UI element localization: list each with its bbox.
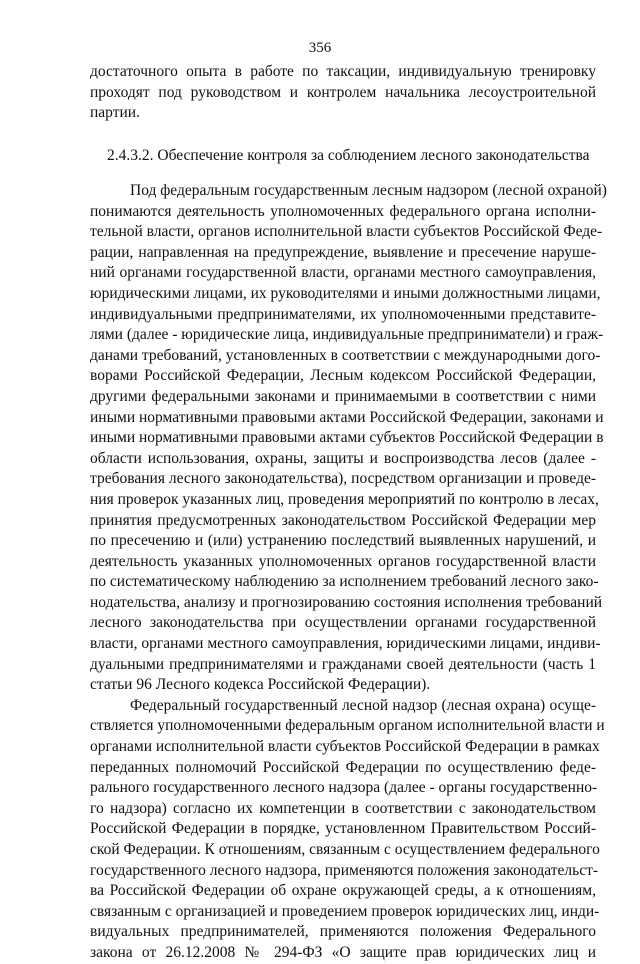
text-line: дуальными предпринимателями и гражданами своей деятельности (часть 1 [90,655,596,673]
text-line: деятельность указанных уполномоченных органов государственной власти [90,552,596,570]
text-line: ворами Российской Федерации, Лесным кодексом Российской Федерации, [90,367,596,385]
text-line: тельной власти, органов исполнительной власти субъектов Российской Феде- [90,223,603,241]
text-line: видуальных предпринимателей, применяются положения Федерального [90,923,596,941]
text-line: по пресечению и (или) устранению последствий выявленных нарушений, и [90,532,596,550]
text-line: ской Федерации. К отношениям, связанным с осуществлением федерального [90,841,600,858]
text-line: достаточного опыта в работе по таксации, индивидуальную тренировку [90,63,596,80]
text-line: Российской Федерации в порядке, установленном Правительством Россий- [90,820,596,838]
text-line: лями (далее - юридические лица, индивидуальные предприниматели) и граж- [90,326,604,344]
text-line: по систематическому наблюдению за исполнением требований лесного зако- [90,573,599,591]
text-line: понимаются деятельность уполномоченных федерального органа исполни- [90,202,596,220]
text-line: органами исполнительной власти субъектов Российской Федерации в рамках [90,738,600,756]
text-line: государственного лесного надзора, применяются положения законодательст- [90,861,599,879]
text-line: области использования, охраны, защиты и воспроизводства лесов (далее - [90,449,596,467]
text-line: ва Российской Федерации об охране окружающей среды, а к отношениям, [90,882,596,900]
text-line: го надзора) согласно их компетенции в соответствии с законодательством [90,799,596,817]
page-number: 356 [308,40,332,56]
text-line: Федеральный государственный лесной надзор (лесная охрана) осуще- [130,696,596,714]
text-line: закона от 26.12.2008 № 294-ФЗ «О защите прав юридических лиц и [90,943,596,961]
text-line: ний органами государственной власти, органами местного самоуправления, [90,264,596,282]
paragraph-1 [90,181,607,964]
text-line: рации, направленная на предупреждение, выявление и пресечение наруше- [90,243,596,261]
text-line: индивидуальными предпринимателями, их уполномоченными представите- [90,305,596,323]
text-line: связанным с организацией и проведением проверок юридических лиц, инди- [90,902,600,920]
text-line: Под федеральным государственным лесным надзором (лесной охраной) [130,182,607,199]
text-line: требования лесного законодательства), посредством организации и проведе- [90,470,596,488]
paragraph-2 [90,696,605,964]
text-line: принятия предусмотренных законодательством Российской Федерации мер [90,511,596,529]
text-line: статьи 96 Лесного кодекса Российской Федерации). [90,676,431,694]
text-line: ствляется уполномоченными федеральным органом исполнительной власти и [90,717,605,735]
intro-paragraph [90,62,596,124]
text-line: проходят под руководством и контролем начальника лесоустроительной [90,83,596,101]
text-line: лесного законодательства при осуществлении органами государственной [90,614,596,632]
text-line: власти, органами местного самоуправления, юридическими лицами, индиви- [90,635,601,653]
text-line: ния проверок указанных лиц, проведения мероприятий по контролю в лесах, [90,490,599,508]
text-line: другими федеральными законами и принимаемыми в соответствии с ними [90,387,596,405]
text-line: нодательства, анализу и прогнозированию состояния исполнения требований [90,593,603,611]
text-line: рального государственного лесного надзора (далее - органы государственно- [90,779,598,797]
text-line: переданных полномочий Российской Федерации по осуществлению феде- [90,758,596,776]
text-line: данами требований, установленных в соответствии с международными дого- [90,346,601,364]
text-line: иными нормативными правовыми актами Российской Федерации, законами и [90,408,604,426]
section-heading: 2.4.3.2. Обеспечение контроля за соблюдением лесного законодательства [107,147,590,164]
text-line: иными нормативными правовыми актами субъектов Российской Федерации в [90,429,604,447]
text-line: юридическими лицами, их руководителями и иными должностными лицами, [90,284,601,302]
text-line: партии. [90,104,140,122]
